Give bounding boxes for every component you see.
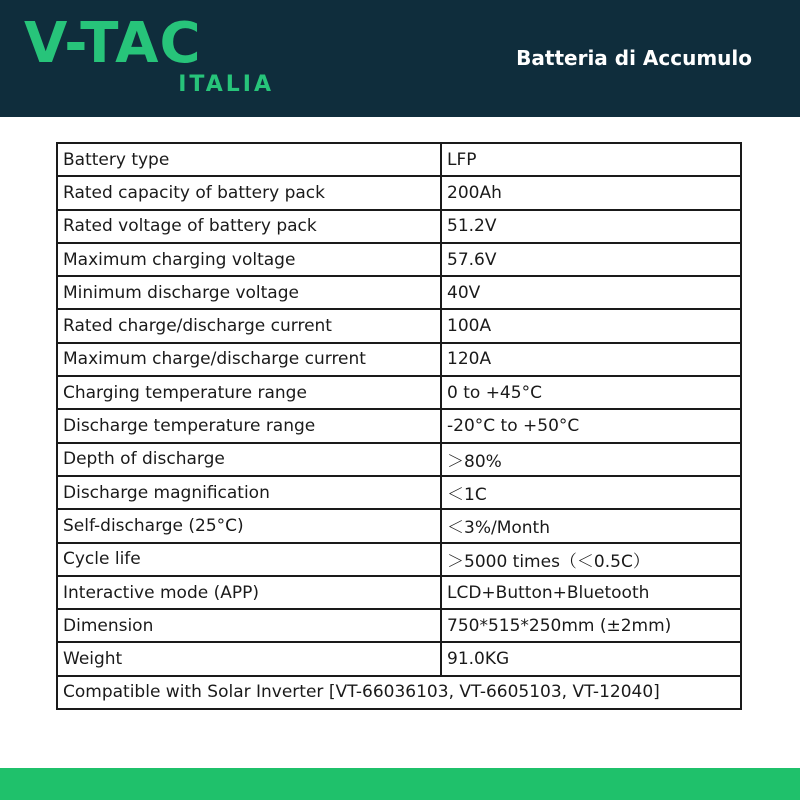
footer-bar <box>0 768 800 800</box>
table-row <box>57 276 741 309</box>
spec-value: 0 to +45°C <box>441 376 741 409</box>
table-row <box>57 176 741 209</box>
spec-label: Rated charge/discharge current <box>57 309 441 342</box>
table-row <box>57 443 741 476</box>
spec-value: LFP <box>441 143 741 176</box>
header-bar <box>0 0 800 117</box>
page-title: Batteria di Accumulo <box>516 46 752 70</box>
compatibility-note: Compatible with Solar Inverter [VT-66036103, VT-6605103, VT-12040] <box>57 676 741 709</box>
spec-value: 40V <box>441 276 741 309</box>
spec-table <box>56 142 742 710</box>
spec-value: 57.6V <box>441 243 741 276</box>
spec-value: -20°C to +50°C <box>441 409 741 442</box>
vtac-logo <box>24 12 274 102</box>
spec-value: ＞80% <box>441 443 741 476</box>
spec-value: 750*515*250mm (±2mm) <box>441 609 741 642</box>
table-row <box>57 609 741 642</box>
spec-label: Cycle life <box>57 543 441 576</box>
spec-value: LCD+Button+Bluetooth <box>441 576 741 609</box>
table-row <box>57 576 741 609</box>
spec-value: 91.0KG <box>441 642 741 675</box>
table-row <box>57 476 741 509</box>
spec-label: Depth of discharge <box>57 443 441 476</box>
spec-label: Dimension <box>57 609 441 642</box>
spec-label: Minimum discharge voltage <box>57 276 441 309</box>
spec-label: Battery type <box>57 143 441 176</box>
table-row <box>57 642 741 675</box>
spec-label: Maximum charge/discharge current <box>57 343 441 376</box>
logo-wordmark: V-TAC <box>24 11 202 76</box>
spec-value: 51.2V <box>441 210 741 243</box>
spec-label: Interactive mode (APP) <box>57 576 441 609</box>
spec-value: 100A <box>441 309 741 342</box>
spec-label: Rated capacity of battery pack <box>57 176 441 209</box>
spec-label: Discharge temperature range <box>57 409 441 442</box>
logo-subtitle: ITALIA <box>178 72 274 97</box>
table-row <box>57 409 741 442</box>
spec-label: Charging temperature range <box>57 376 441 409</box>
spec-label: Weight <box>57 642 441 675</box>
spec-label: Self-discharge (25°C) <box>57 509 441 542</box>
table-row <box>57 243 741 276</box>
spec-label: Discharge magnification <box>57 476 441 509</box>
table-row <box>57 376 741 409</box>
table-row <box>57 676 741 709</box>
spec-label: Maximum charging voltage <box>57 243 441 276</box>
spec-value: ＜1C <box>441 476 741 509</box>
spec-value: ＞5000 times（＜0.5C） <box>441 543 741 576</box>
table-row <box>57 143 741 176</box>
table-row <box>57 343 741 376</box>
spec-value: 200Ah <box>441 176 741 209</box>
spec-label: Rated voltage of battery pack <box>57 210 441 243</box>
table-row <box>57 543 741 576</box>
spec-value: 120A <box>441 343 741 376</box>
table-row <box>57 509 741 542</box>
table-row <box>57 210 741 243</box>
table-row <box>57 309 741 342</box>
spec-value: ＜3%/Month <box>441 509 741 542</box>
